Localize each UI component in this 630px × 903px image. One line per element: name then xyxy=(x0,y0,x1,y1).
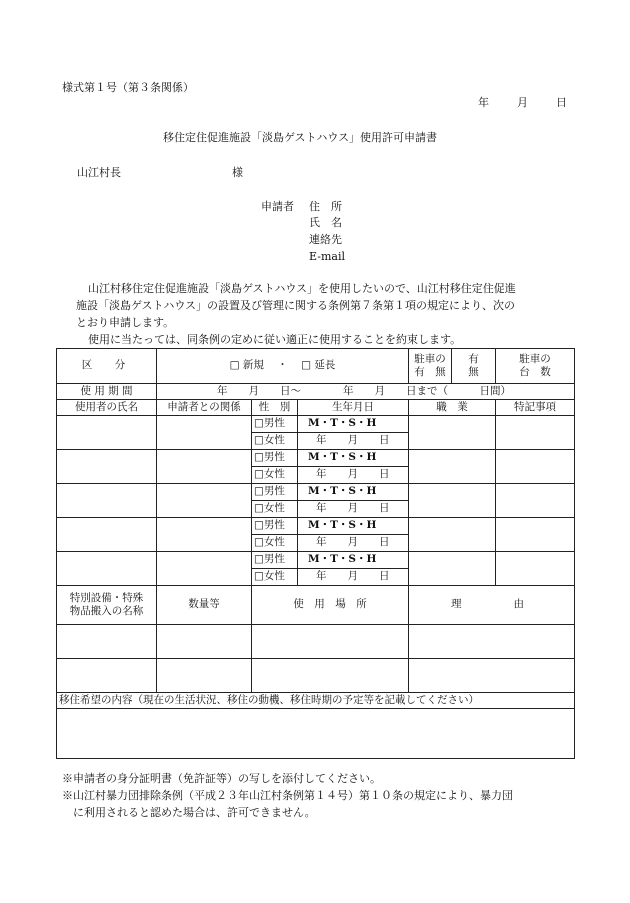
equip-location-header: 使 用 場 所 xyxy=(252,586,409,625)
gender-male[interactable]: □男性 xyxy=(252,552,298,569)
equip-reason-header: 理 由 xyxy=(409,586,575,625)
person-name[interactable] xyxy=(57,484,157,518)
era-options[interactable]: M・T・S・H xyxy=(298,552,409,569)
person-occupation[interactable] xyxy=(409,518,496,552)
note-boryokudan-2: に利用されると認めた場合は、許可できません。 xyxy=(62,806,316,819)
gender-female[interactable]: □女性 xyxy=(252,501,298,518)
gender-female[interactable]: □女性 xyxy=(252,569,298,586)
form-id: 様式第１号（第３条関係） xyxy=(62,81,194,94)
gender-male[interactable]: □男性 xyxy=(252,484,298,501)
birth-date[interactable]: 年 月 日 xyxy=(298,501,409,518)
form-title: 移住定住促進施設「淡島ゲストハウス」使用許可申請書 xyxy=(163,131,438,144)
gender-female[interactable]: □女性 xyxy=(252,467,298,484)
equip-quantity-cell[interactable] xyxy=(157,625,252,659)
person-occupation[interactable] xyxy=(409,484,496,518)
birth-date[interactable]: 年 月 日 xyxy=(298,569,409,586)
era-options[interactable]: M・T・S・H xyxy=(298,416,409,433)
gender-male[interactable]: □男性 xyxy=(252,450,298,467)
equip-location-cell[interactable] xyxy=(252,625,409,659)
person-notes[interactable] xyxy=(496,518,575,552)
addressee-name: 山江村長 xyxy=(77,166,121,179)
option-new[interactable]: □ 新規 xyxy=(229,359,264,372)
gender-female[interactable]: □女性 xyxy=(252,433,298,450)
equip-reason-cell[interactable] xyxy=(409,659,575,693)
kubun-options xyxy=(157,349,409,384)
gender-female[interactable]: □女性 xyxy=(252,535,298,552)
option-separator: ・ xyxy=(277,359,288,372)
wish-label: 移住希望の内容（現在の生活状況、移住の動機、移住時期の予定等を記載してください） xyxy=(57,693,575,709)
date-line: 年 月 日 xyxy=(478,96,569,109)
wish-content[interactable] xyxy=(57,709,575,759)
applicant-email-field: E-mail xyxy=(309,250,345,263)
person-relation[interactable] xyxy=(157,416,252,450)
equip-quantity-header: 数量等 xyxy=(157,586,252,625)
person-name[interactable] xyxy=(57,552,157,586)
birth-date[interactable]: 年 月 日 xyxy=(298,535,409,552)
person-relation[interactable] xyxy=(157,518,252,552)
person-occupation[interactable] xyxy=(409,450,496,484)
person-notes[interactable] xyxy=(496,484,575,518)
person-notes[interactable] xyxy=(496,552,575,586)
header-notes: 特記事項 xyxy=(496,400,575,416)
equip-name-cell[interactable] xyxy=(57,625,157,659)
person-occupation[interactable] xyxy=(409,552,496,586)
gender-male[interactable]: □男性 xyxy=(252,518,298,535)
application-table xyxy=(56,348,575,759)
parking-count[interactable]: 駐車の 台 数 xyxy=(496,349,575,384)
person-name[interactable] xyxy=(57,450,157,484)
body-line-4: 使用に当たっては、同条例の定めに従い適正に使用することを約束します。 xyxy=(88,333,462,346)
equip-reason-cell[interactable] xyxy=(409,625,575,659)
person-relation[interactable] xyxy=(157,450,252,484)
period-range[interactable]: 年 月 日〜 年 月 日まで（ 日間） xyxy=(157,384,575,400)
era-options[interactable]: M・T・S・H xyxy=(298,518,409,535)
era-options[interactable]: M・T・S・H xyxy=(298,484,409,501)
person-occupation[interactable] xyxy=(409,416,496,450)
equip-name-header: 特別設備・特殊 物品搬入の名称 xyxy=(57,586,157,625)
body-line-3: とおり申請します。 xyxy=(76,316,175,329)
note-boryokudan-1: ※山江村暴力団排除条例（平成２３年山江村条例第１４号）第１０条の規定により、暴力団 xyxy=(62,789,513,802)
birth-date[interactable]: 年 月 日 xyxy=(298,433,409,450)
parking-label: 駐車の 有 無 xyxy=(409,349,452,384)
birth-date[interactable]: 年 月 日 xyxy=(298,467,409,484)
applicant-name-field: 氏 名 xyxy=(309,216,342,229)
header-gender: 性 別 xyxy=(252,400,298,416)
person-notes[interactable] xyxy=(496,416,575,450)
parking-value[interactable]: 有 無 xyxy=(452,349,496,384)
addressee-honorific: 様 xyxy=(232,166,243,179)
option-extension[interactable]: □ 延長 xyxy=(301,359,336,372)
period-label: 使 用 期 間 xyxy=(57,384,157,400)
header-relation: 申請者との関係 xyxy=(157,400,252,416)
header-occupation: 職 業 xyxy=(409,400,496,416)
header-name: 使用者の氏名 xyxy=(57,400,157,416)
equip-location-cell[interactable] xyxy=(252,659,409,693)
applicant-address-field: 住 所 xyxy=(309,200,342,213)
body-line-1: 山江村移住定住促進施設「淡島ゲストハウス」を使用したいので、山江村移住定住促進 xyxy=(88,282,516,295)
person-name[interactable] xyxy=(57,518,157,552)
person-relation[interactable] xyxy=(157,552,252,586)
equip-quantity-cell[interactable] xyxy=(157,659,252,693)
applicant-label: 申請者 xyxy=(261,200,294,213)
person-notes[interactable] xyxy=(496,450,575,484)
note-id-copy: ※申請者の身分証明書（免許証等）の写しを添付してください。 xyxy=(62,772,381,785)
equip-name-cell[interactable] xyxy=(57,659,157,693)
notes xyxy=(62,770,513,821)
person-name[interactable] xyxy=(57,416,157,450)
kubun-label: 区 分 xyxy=(57,349,157,384)
header-birthdate: 生年月日 xyxy=(298,400,409,416)
applicant-contact-field: 連絡先 xyxy=(309,233,342,246)
body-line-2: 施設「淡島ゲストハウス」の設置及び管理に関する条例第７条第１項の規定により、次の xyxy=(76,299,516,312)
gender-male[interactable]: □男性 xyxy=(252,416,298,433)
era-options[interactable]: M・T・S・H xyxy=(298,450,409,467)
person-relation[interactable] xyxy=(157,484,252,518)
